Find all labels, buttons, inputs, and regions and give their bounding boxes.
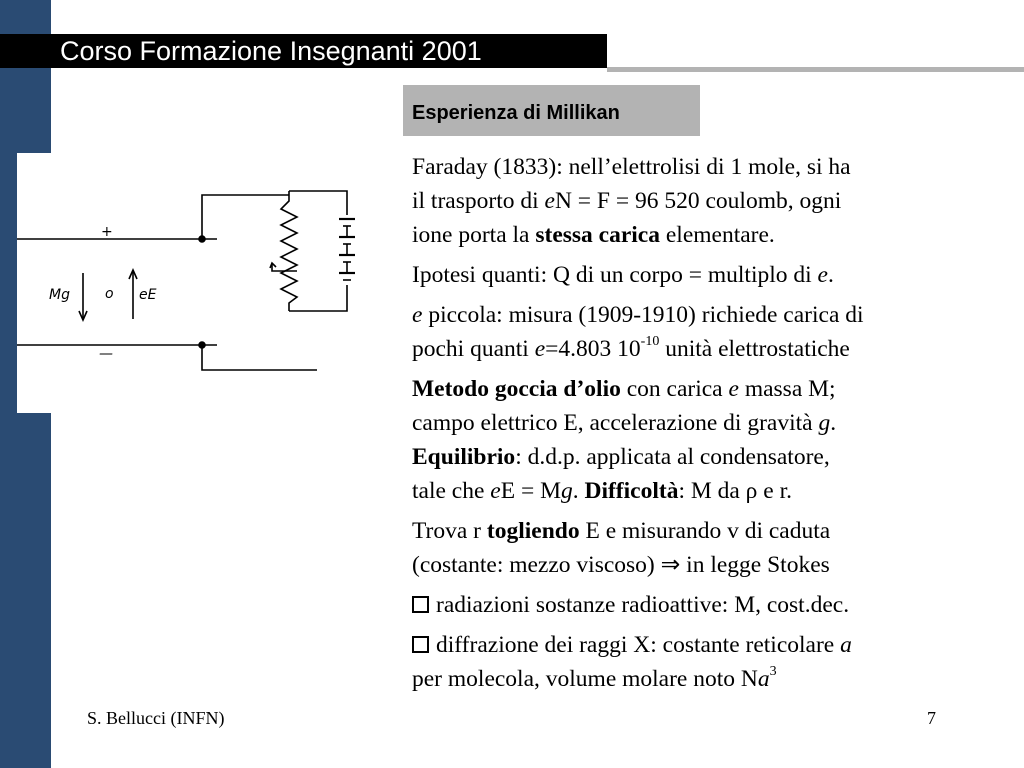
- bullet-item: diffrazione dei raggi X: costante reticolare a: [412, 628, 1016, 662]
- text-line: pochi quanti e=4.803 $10^{-10}$ unità elettrostatiche: [412, 334, 850, 362]
- text-line: campo elettrico E, accelerazione di gravità g.: [412, 410, 837, 436]
- text-line: per molecola, volume molare noto Na$^3$: [412, 664, 777, 692]
- gravity-label: Mg: [49, 287, 70, 303]
- text-line: Faraday (1833): nell’elettrolisi di 1 mole, si ha: [412, 154, 851, 180]
- text-line: Equilibrio: d.d.p. applicata al condensatore,: [412, 444, 830, 470]
- text-line: Ipotesi quanti: Q di un corpo = multiplo di e.: [412, 262, 834, 288]
- slide-body: [412, 150, 1016, 696]
- millikan-circuit-diagram: [17, 153, 392, 413]
- droplet-label: o: [105, 286, 114, 302]
- text-line: e piccola: misura (1909-1910) richiede carica di: [412, 302, 864, 328]
- text-line: Trova r togliendo E e misurando v di caduta: [412, 518, 831, 544]
- text-line: ione porta la stessa carica elementare.: [412, 222, 775, 248]
- footer-author: S. Bellucci (INFN): [87, 708, 225, 728]
- minus-sign: —: [99, 346, 113, 362]
- bullet-item: radiazioni sostanze radioattive: M, cost.dec.: [412, 588, 1016, 622]
- plus-sign: +: [101, 224, 113, 240]
- text-line: Metodo goccia d’olio con carica e massa M;: [412, 376, 836, 402]
- checkbox-bullet-icon: [412, 636, 429, 653]
- electric-force-label: eE: [139, 287, 157, 303]
- header-rule: [607, 67, 1024, 72]
- presentation-title: Corso Formazione Insegnanti 2001: [60, 36, 482, 66]
- circuit-svg: [17, 153, 392, 413]
- text-line: (costante: mezzo viscoso) ⇒ in legge Stokes: [412, 552, 830, 578]
- page-number: 7: [927, 708, 936, 728]
- checkbox-bullet-icon: [412, 596, 429, 613]
- text-line: tale che eE = Mg. Difficoltà: M da ρ e r.: [412, 478, 792, 504]
- slide-subtitle: Esperienza di Millikan: [412, 102, 620, 124]
- text-line: il trasporto di eN = F = 96 520 coulomb, ogni: [412, 188, 842, 214]
